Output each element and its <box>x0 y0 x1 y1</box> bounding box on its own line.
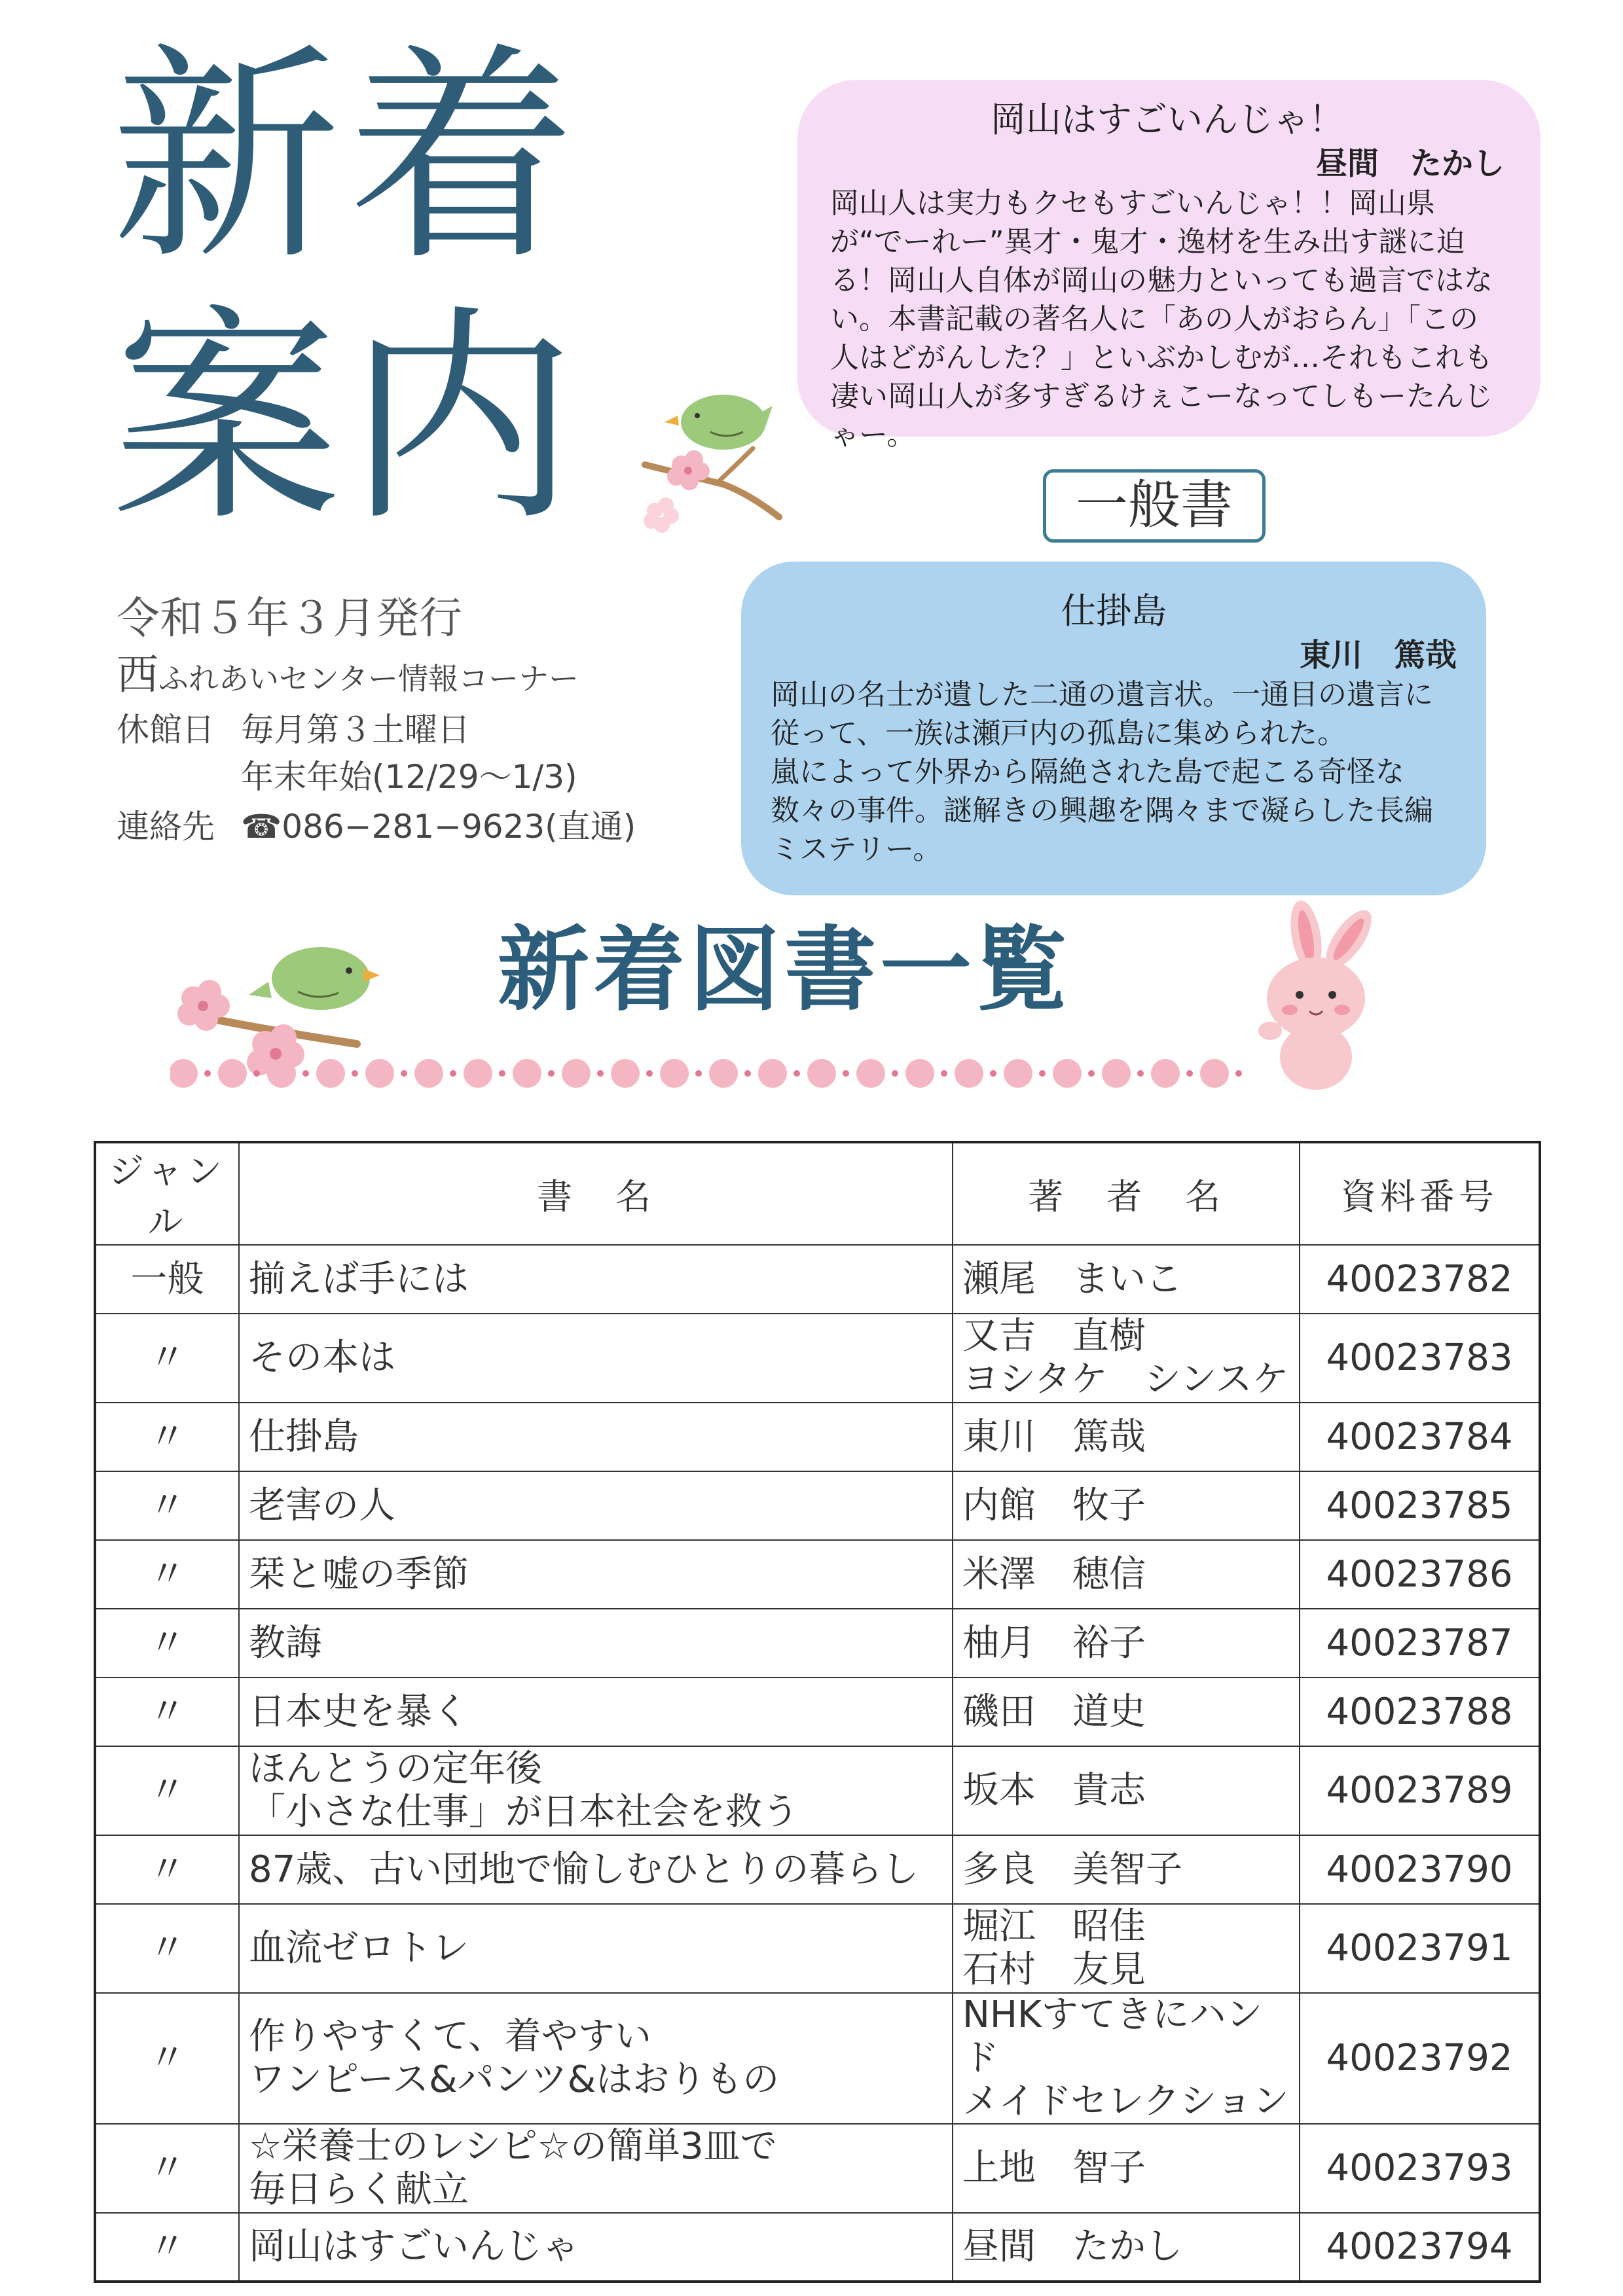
cell-author: 上地 智子 <box>953 2124 1300 2213</box>
closed-days-row <box>117 706 739 753</box>
header-author: 著 者 名 <box>953 1142 1300 1245</box>
cell-genre: 〃 <box>95 1540 239 1609</box>
table-row <box>95 1403 1540 1471</box>
cell-title: その本は <box>239 1314 953 1403</box>
blossom-garland <box>170 1047 1270 1100</box>
cell-number: 40023789 <box>1300 1746 1540 1835</box>
cell-genre: 〃 <box>95 2213 239 2282</box>
featured-title: 仕掛島 <box>1061 590 1167 632</box>
contact-row <box>117 803 739 850</box>
cell-author: 昼間 たかし <box>953 2213 1300 2282</box>
closed-label: 休館日 <box>117 711 215 749</box>
cell-genre: 〃 <box>95 1746 239 1835</box>
cell-title: 87歳、古い団地で愉しむひとりの暮らし <box>239 1835 953 1904</box>
cell-genre: 〃 <box>95 1904 239 1993</box>
cell-number: 40023782 <box>1300 1245 1540 1314</box>
cell-author: NHKすてきにハンド メイドセレクション <box>953 1993 1300 2124</box>
featured-book-blue <box>741 562 1486 895</box>
table-row <box>95 1471 1540 1540</box>
cell-genre: 〃 <box>95 1403 239 1471</box>
cell-number: 40023793 <box>1300 2124 1540 2213</box>
cell-genre: 一般 <box>95 1245 239 1314</box>
table-row <box>95 2124 1540 2213</box>
table-header-row <box>95 1142 1540 1245</box>
cell-genre: 〃 <box>95 1835 239 1904</box>
bird-branch-illustration <box>638 386 802 550</box>
cell-title: 揃えば手には <box>239 1245 953 1314</box>
cell-genre: 〃 <box>95 1314 239 1403</box>
cell-author: 又吉 直樹 ヨシタケ シンスケ <box>953 1314 1300 1403</box>
title-line-2: 案内 <box>111 285 583 552</box>
cell-number: 40023784 <box>1300 1403 1540 1471</box>
cell-title: 作りやすくて、着やすい ワンピース&パンツ&はおりもの <box>239 1993 953 2124</box>
closed-days-2: 年末年始(12/29〜1/3) <box>241 758 577 796</box>
title-line-1: 新着 <box>111 24 583 291</box>
cell-title: 血流ゼロトレ <box>239 1904 953 1993</box>
contact-phone: ☎086−281−9623(直通) <box>241 808 636 846</box>
center-prefix: 西 <box>117 651 158 700</box>
info-block <box>117 589 739 850</box>
cell-number: 40023787 <box>1300 1609 1540 1677</box>
contact-label: 連絡先 <box>117 808 215 846</box>
cell-number: 40023792 <box>1300 1993 1540 2124</box>
table-row <box>95 1314 1540 1403</box>
cell-author: 瀬尾 まいこ <box>953 1245 1300 1314</box>
header-number: 資料番号 <box>1300 1142 1540 1245</box>
table-row <box>95 2213 1540 2282</box>
cell-author: 多良 美智子 <box>953 1835 1300 1904</box>
header-genre: ジャンル <box>95 1142 239 1245</box>
cell-number: 40023785 <box>1300 1471 1540 1540</box>
cell-number: 40023788 <box>1300 1677 1540 1746</box>
cell-title: 日本史を暴く <box>239 1677 953 1746</box>
category-tag: 一般書 <box>1043 469 1266 543</box>
table-row <box>95 1609 1540 1677</box>
featured-author: 東川 篤哉 <box>1299 637 1457 673</box>
cell-title: 教誨 <box>239 1609 953 1677</box>
closed-days-row-2 <box>117 753 739 800</box>
cell-title: 老害の人 <box>239 1471 953 1540</box>
cell-number: 40023794 <box>1300 2213 1540 2282</box>
header-title: 書 名 <box>239 1142 953 1245</box>
cell-genre: 〃 <box>95 2124 239 2213</box>
cell-number: 40023783 <box>1300 1314 1540 1403</box>
cell-author: 東川 篤哉 <box>953 1403 1300 1471</box>
cell-author: 内館 牧子 <box>953 1471 1300 1540</box>
cell-title: 栞と嘘の季節 <box>239 1540 953 1609</box>
issue-date: 令和５年３月発行 <box>117 593 462 643</box>
featured-book-pink <box>797 80 1541 452</box>
table-row <box>95 1540 1540 1609</box>
featured-author: 昼間 たかし <box>1315 145 1504 182</box>
closed-days-1: 毎月第３土曜日 <box>241 711 470 749</box>
cell-genre: 〃 <box>95 1609 239 1677</box>
cell-author: 米澤 穂信 <box>953 1540 1300 1609</box>
cell-number: 40023791 <box>1300 1904 1540 1993</box>
cell-title: ほんとうの定年後 「小さな仕事」が日本社会を救う <box>239 1746 953 1835</box>
cell-author: 堀江 昭佳 石村 友見 <box>953 1904 1300 1993</box>
list-heading: 新着図書一覧 <box>498 917 1072 1024</box>
cell-title: ☆栄養士のレシピ☆の簡単3皿で 毎日らく献立 <box>239 2124 953 2213</box>
cell-genre: 〃 <box>95 1471 239 1540</box>
table-row <box>95 1245 1540 1314</box>
page-title <box>111 26 622 550</box>
table-row <box>95 1677 1540 1746</box>
cell-author: 坂本 貴志 <box>953 1746 1300 1835</box>
table-row <box>95 1835 1540 1904</box>
cell-title: 岡山はすごいんじゃ <box>239 2213 953 2282</box>
cell-number: 40023786 <box>1300 1540 1540 1609</box>
featured-title: 岡山はすごいんじゃ！ <box>991 99 1344 140</box>
table-row <box>95 1746 1540 1835</box>
cell-author: 磯田 道史 <box>953 1677 1300 1746</box>
cell-number: 40023790 <box>1300 1835 1540 1904</box>
table-row <box>95 1904 1540 1993</box>
center-name <box>117 648 739 706</box>
cell-genre: 〃 <box>95 1993 239 2124</box>
cell-genre: 〃 <box>95 1677 239 1746</box>
center-rest: ふれあいセンター情報コーナー <box>158 661 579 696</box>
table-row <box>95 1993 1540 2124</box>
cell-title: 仕掛島 <box>239 1403 953 1471</box>
featured-description: 岡山人は実力もクセもすごいんじゃ！！岡山県が“でーれー”異才・鬼才・逸材を生み出す謎に迫る！岡山人自体が岡山の魅力といっても過言ではない。本書記載の著名人に「あの人がおらん」「この人はどがんした？」といぶかしむが…それもこれも凄い岡山人が多すぎるけぇこーなってしもーたんじゃー。 <box>830 187 1493 452</box>
cell-author: 柚月 裕子 <box>953 1609 1300 1677</box>
book-list-table <box>94 1141 1541 2283</box>
featured-description: 岡山の名士が遺した二通の遺言状。一通目の遺言に従って、一族は瀬戸内の孤島に集められた。 嵐によって外界から隔絶された島で起こる奇怪な数々の事件。謎解きの興趣を隅々まで凝らした長編ミステリー。 <box>771 678 1433 866</box>
